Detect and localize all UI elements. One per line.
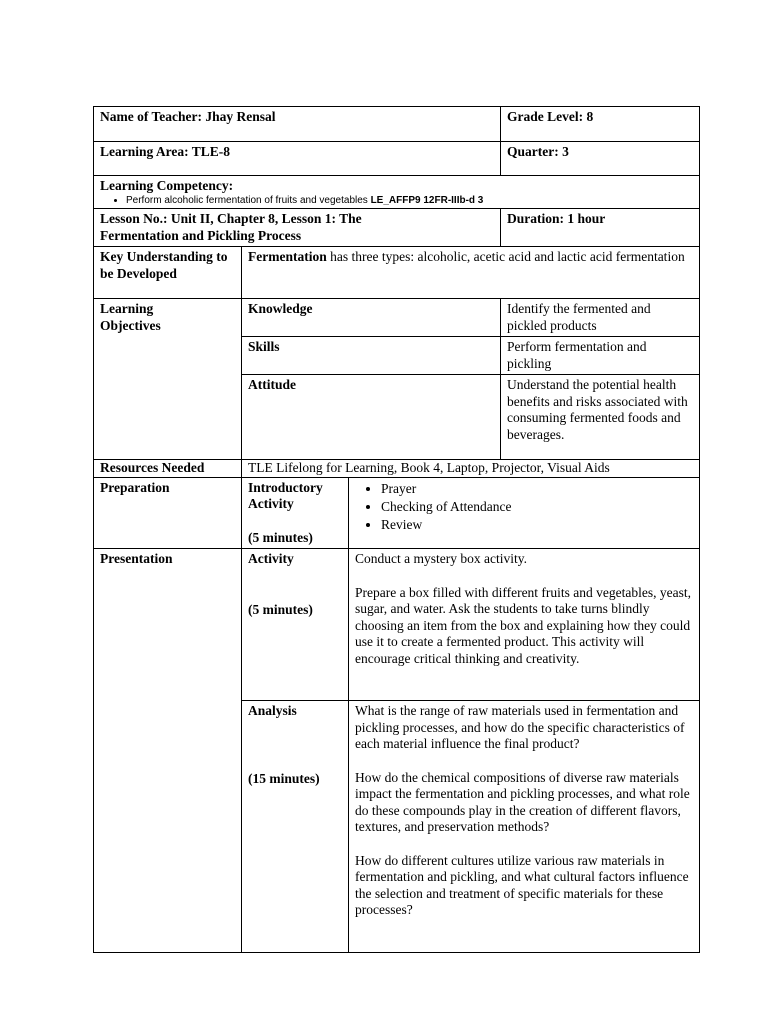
key-understanding-text: has three types: alcoholic, acetic acid and lactic acid fermentation: [326, 249, 685, 264]
activity-paragraph-2: Prepare a box filled with different fruits and vegetables, yeast, sugar, and water. Ask the students to take turns blindly choosing an item from the box and explaining how they could use it to create a fermented product. This activity will encourage critical thinking and creativity.: [355, 584, 692, 666]
duration-cell: Duration: 1 hour: [501, 209, 700, 247]
preparation-item-prayer: • Prayer: [381, 480, 693, 498]
preparation-item-review: • Review: [381, 516, 693, 534]
learning-area-row: [94, 142, 700, 176]
analysis-question-3: How do different cultures utilize various raw materials in fermentation and pickling, and what cultural factors influence the selection and treatment of specific materials for these processes?: [355, 852, 689, 917]
activity-description-cell: [349, 549, 700, 701]
competency-cell: [94, 176, 700, 209]
grade-level-cell: Grade Level: 8: [501, 107, 700, 142]
attitude-text: Understand the potential health benefits and risks associated with consuming fermented foods and beverages.: [501, 375, 700, 460]
preparation-row: [94, 477, 700, 549]
competency-code: LE_AFFP9 12FR-IIIb-d 3: [370, 194, 484, 206]
objectives-knowledge-row: [94, 299, 700, 337]
activity-paragraph-1: Conduct a mystery box activity.: [355, 551, 527, 566]
key-understanding-label: Key Understanding to be Developed: [94, 247, 242, 299]
resources-row: [94, 460, 700, 478]
preparation-item-attendance: • Checking of Attendance: [381, 498, 693, 516]
attitude-label: Attitude: [242, 375, 501, 460]
presentation-label: Presentation: [94, 549, 242, 953]
skills-label: Skills: [242, 337, 501, 375]
lesson-cell: [94, 209, 501, 247]
learning-area-cell: Learning Area: TLE-8: [94, 142, 501, 176]
lesson-title: Lesson No.: Unit II, Chapter 8, Lesson 1: The Fermentation and Pickling Process: [100, 211, 362, 243]
resources-label: Resources Needed: [94, 460, 242, 478]
introductory-activity-time: (5 minutes): [248, 529, 313, 545]
key-understanding-term: Fermentation: [248, 249, 327, 264]
competency-label: Learning Competency:: [100, 178, 234, 193]
preparation-list: [355, 480, 693, 534]
objectives-label: Learning Objectives: [94, 299, 242, 460]
activity-cell: [242, 549, 349, 701]
lesson-plan-table: [93, 106, 700, 953]
competency-text: Perform alcoholic fermentation of fruits and vegetables: [126, 194, 371, 206]
competency-list: [126, 195, 693, 207]
introductory-activity-cell: [242, 477, 349, 549]
knowledge-label: Knowledge: [242, 299, 501, 337]
key-understanding-row: [94, 247, 700, 299]
analysis-question-1: What is the range of raw materials used in fermentation and pickling processes, and how do the specific characteristics of each material influence the final product?: [355, 703, 685, 751]
key-understanding-cell: [242, 247, 700, 299]
analysis-question-2: How do the chemical compositions of diverse raw materials impact the fermentation and pickling processes, and what role do these compounds play in the creation of different flavors, textures, and preservation methods?: [355, 769, 690, 834]
competency-item: [126, 195, 693, 207]
lesson-row: [94, 209, 700, 247]
competency-row: [94, 176, 700, 209]
resources-text: TLE Lifelong for Learning, Book 4, Laptop, Projector, Visual Aids: [242, 460, 700, 478]
activity-label: Activity: [248, 551, 294, 566]
analysis-time: (15 minutes): [248, 770, 320, 786]
skills-text: Perform fermentation and pickling: [501, 337, 700, 375]
teacher-row: [94, 107, 700, 142]
analysis-label: Analysis: [248, 703, 297, 718]
analysis-cell: [242, 701, 349, 953]
quarter-cell: Quarter: 3: [501, 142, 700, 176]
preparation-items-cell: [349, 477, 700, 549]
teacher-cell: Name of Teacher: Jhay Rensal: [94, 107, 501, 142]
introductory-activity-label: Introductory Activity: [248, 479, 323, 511]
analysis-questions-cell: [349, 701, 700, 953]
activity-time: (5 minutes): [248, 601, 313, 617]
knowledge-text: Identify the fermented and pickled products: [501, 299, 700, 337]
preparation-label: Preparation: [94, 477, 242, 549]
presentation-activity-row: [94, 549, 700, 701]
